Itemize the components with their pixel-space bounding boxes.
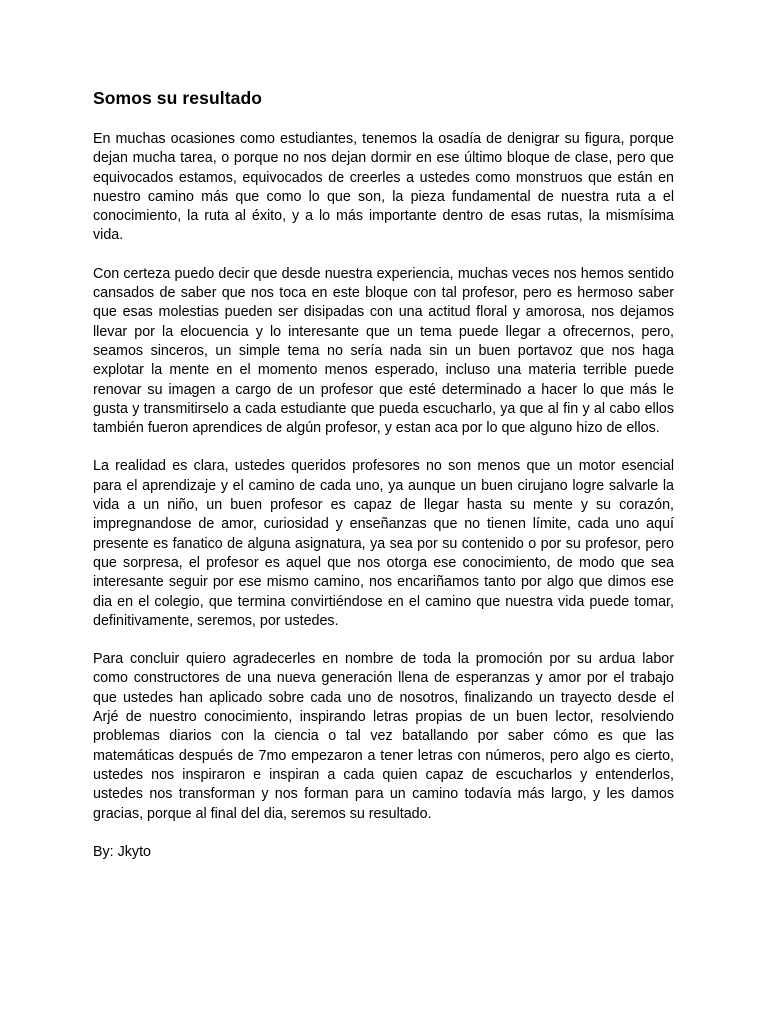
signature: By: Jkyto [93, 843, 151, 860]
paragraph-4: Para concluir quiero agradecerles en nombre de toda la promoción por su ardua labor como constructores de una nueva generación llena de esperanzas y amor por el trabajo que ustedes han aplicado sobre cada uno de nosotros, finalizando un trayecto desde el Arjé de nuestro conocimiento, inspirando letras propias de un buen lector, resolviendo problemas diarios con la ciencia o tal vez batallando por saber cómo es que las matemáticas después de 7mo empezaron a tener letras con números, pero algo es cierto, ustedes nos inspiraron e inspiran a cada quien capaz de escucharlos y entenderlos, ustedes nos transforman y nos forman para un camino todavía más largo, y les damos gracias, porque al final del dia, seremos su resultado. [93, 651, 674, 822]
paragraph-3: La realidad es clara, ustedes queridos profesores no son menos que un motor esencial para el aprendizaje y el camino de cada uno, ya aunque un buen cirujano logre salvarle la vida a un niño, un buen profesor es capaz de llegar hasta su mente y su corazón, impregnandose de amor, curiosidad y enseñanzas que no tienen límite, cada uno aquí presente es fanatico de alguna asignatura, ya sea por su contenido o por su profesor, pero que sorpresa, el profesor es aquel que nos otorga ese conocimiento, de modo que sea interesante seguir por ese mismo camino, nos encariñamos tanto por algo que dimos ese dia en el colegio, que termina convirtiéndose en el camino que nuestra vida puede tomar, definitivamente, seremos, por ustedes. [93, 458, 674, 629]
document-title: Somos su resultado [93, 88, 263, 108]
paragraph-2: Con certeza puedo decir que desde nuestra experiencia, muchas veces nos hemos sentido cansados de saber que nos toca en este bloque con tal profesor, pero es hermoso saber que esas molestias pueden ser disipadas con una actitud floral y amorosa, nos dejamos llevar por la elocuencia y lo interesante que un tema puede llegar a ofrecernos, pero, seamos sinceros, un simple tema no sería nada sin un buen portavoz que nos haga explotar la mente en el momento menos esperado, incluso una materia terrible puede renovar su imagen a cargo de un profesor que esté determinado a hacer lo que más le gusta y transmitirselo a cada estudiante que pueda escucharlo, ya que al fin y al cabo ellos también fueron aprendices de algún profesor, y estan aca por lo que alguno hizo de ellos. [93, 265, 674, 437]
document-page [93, 86, 674, 862]
paragraph-1: En muchas ocasiones como estudiantes, tenemos la osadía de denigrar su figura, porque dejan mucha tarea, o porque no nos dejan dormir en ese último bloque de clase, pero que equivocados estamos, equivocados de creerles a ustedes como monstruos que están en nuestro camino más que como lo que son, la pieza fundamental de nuestra ruta a el conocimiento, la ruta al éxito, y a lo más importante dentro de esas rutas, la mismísima vida. [93, 131, 674, 244]
